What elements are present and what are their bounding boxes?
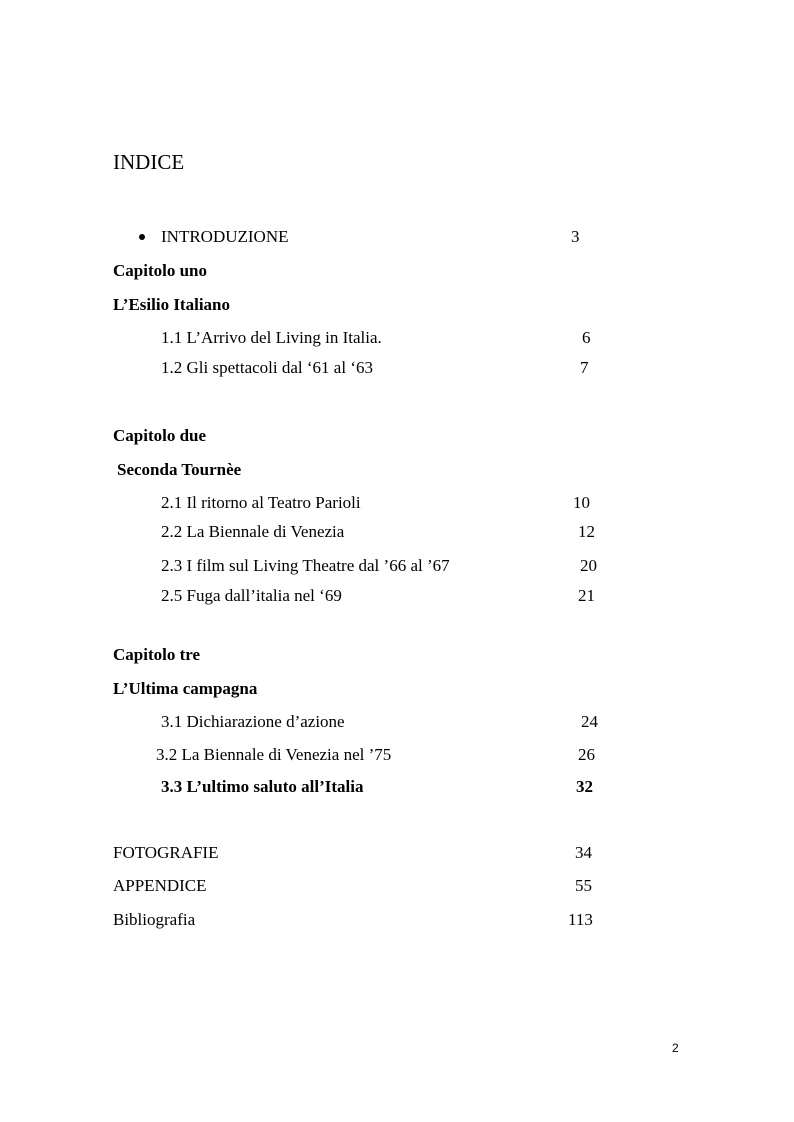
toc-entry-page: 21 (578, 586, 595, 605)
toc-entry-label: 1.1 L’Arrivo del Living in Italia. (161, 328, 382, 347)
toc-entry-label: 2.5 Fuga dall’italia nel ‘69 (161, 586, 342, 605)
toc-entry-page: 6 (582, 328, 591, 347)
chapter-heading: Capitolo uno (113, 261, 207, 280)
bullet-icon (139, 234, 145, 240)
toc-entry-page: 113 (568, 910, 593, 929)
toc-entry-page: 20 (580, 556, 597, 575)
toc-entry-page: 26 (578, 745, 595, 764)
toc-entry-label: 2.2 La Biennale di Venezia (161, 522, 345, 541)
chapter-subtitle: L’Ultima campagna (113, 679, 258, 698)
toc-entry-label: APPENDICE (113, 876, 207, 895)
toc-entry-page: 3 (571, 227, 580, 246)
toc-entry-page: 24 (581, 712, 598, 731)
toc-entry-page: 7 (580, 358, 589, 377)
toc-entry-label: 3.3 L’ultimo saluto all’Italia (161, 777, 364, 796)
chapter-subtitle: L’Esilio Italiano (113, 295, 230, 314)
page-number: 2 (672, 1041, 679, 1055)
toc-entry-label: 3.2 La Biennale di Venezia nel ’75 (156, 745, 392, 764)
toc-entry-label: 2.3 I film sul Living Theatre dal ’66 al ’67 (161, 556, 450, 575)
page-title: INDICE (113, 150, 185, 174)
toc-entry-page: 12 (578, 522, 595, 541)
toc-entry-page: 55 (575, 876, 592, 895)
toc-entry-label: 2.1 Il ritorno al Teatro Parioli (161, 493, 361, 512)
toc-entry-label: INTRODUZIONE (161, 227, 289, 246)
chapter-subtitle: Seconda Tournèe (117, 460, 242, 479)
toc-entry-label: 1.2 Gli spettacoli dal ‘61 al ‘63 (161, 358, 373, 377)
chapter-heading: Capitolo due (113, 426, 207, 445)
toc-entry-label: FOTOGRAFIE (113, 843, 219, 862)
toc-entry-label: Bibliografia (113, 910, 196, 929)
toc-entry-page: 10 (573, 493, 590, 512)
toc-entry-page: 34 (575, 843, 592, 862)
toc-entry-label: 3.1 Dichiarazione d’azione (161, 712, 345, 731)
toc-entry-page: 32 (576, 777, 593, 796)
chapter-heading: Capitolo tre (113, 645, 201, 664)
